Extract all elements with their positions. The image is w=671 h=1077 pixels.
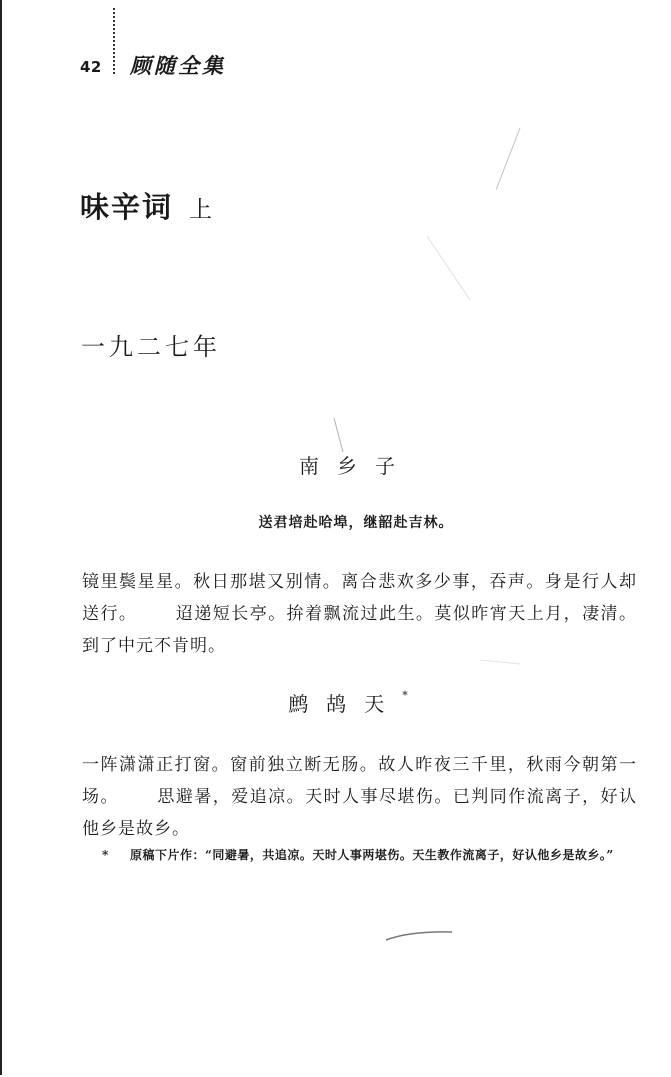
poem-second-half: 思避暑，爱追凉。天时人事尽堪伤。已判同作流离子，好认他乡是故乡。 <box>82 787 638 839</box>
year-heading: 一九二七年 <box>81 333 221 361</box>
section-title: 味辛词 <box>80 190 174 224</box>
scratch-line <box>334 418 343 452</box>
scratch-line <box>496 128 520 190</box>
poem-first-half: 镜里鬓星星。秋日那堪又别情。离合悲欢多少事，吞声。身是行人却送行。 <box>82 572 637 624</box>
section-part: 上 <box>189 197 213 223</box>
poem-second-half: 迢递短长亭。拚着飘流过此生。莫似昨宵天上月，凄清。到了中元不肯明。 <box>82 604 638 656</box>
poem-title-text: 鹧鸪天 <box>288 692 403 716</box>
scratch-line <box>386 932 452 940</box>
section-heading <box>80 185 212 226</box>
poem-first-half: 一阵潇潇正打窗。窗前独立断无肠。故人昨夜三千里，秋雨今朝第一场。 <box>82 755 637 807</box>
page-number: 42 <box>80 58 102 76</box>
footnote-reference: * <box>402 689 408 703</box>
running-head-divider <box>113 8 115 74</box>
poem-title-nanxiangzi: 南乡子 <box>299 454 413 478</box>
footnote <box>102 842 636 868</box>
poem-body-nanxiangzi <box>82 566 637 662</box>
poem-body-zhegutian <box>82 749 637 845</box>
poem-preface: 送君培赴哈埠，继韶赴吉林。 <box>258 515 454 531</box>
footnote-mark: * <box>102 848 109 862</box>
scratch-line <box>427 236 470 300</box>
book-title: 顾随全集 <box>130 53 226 78</box>
footnote-text: 原稿下片作：“同避暑，共追凉。天时人事两堪伤。天生教作流离子，好认他乡是故乡。” <box>130 848 614 862</box>
poem-title-zhegutian <box>0 688 671 717</box>
